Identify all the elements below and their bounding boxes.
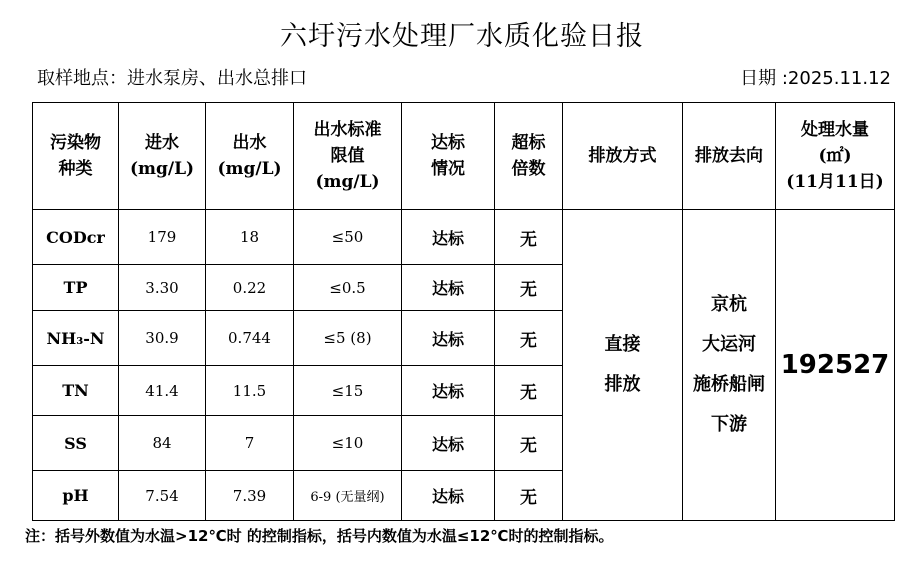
exceed-value: 无	[495, 265, 563, 311]
inflow-value: 41.4	[119, 366, 206, 416]
header-method: 排放方式	[563, 103, 683, 210]
compliance-status: 达标	[402, 471, 495, 521]
discharge-destination: 京杭 大运河 施桥船闸 下游	[683, 210, 776, 521]
treated-volume: 192527	[776, 210, 895, 521]
compliance-status: 达标	[402, 311, 495, 366]
outflow-value: 11.5	[206, 366, 294, 416]
exceed-value: 无	[495, 366, 563, 416]
inflow-value: 179	[119, 210, 206, 265]
limit-value: ≤15	[294, 366, 402, 416]
compliance-status: 达标	[402, 210, 495, 265]
header-outflow: 出水 (mg/L)	[206, 103, 294, 210]
exceed-value: 无	[495, 210, 563, 265]
header-destination: 排放去向	[683, 103, 776, 210]
outflow-value: 0.744	[206, 311, 294, 366]
sampling-location: 取样地点：进水泵房、出水总排口	[37, 68, 307, 89]
compliance-status: 达标	[402, 366, 495, 416]
header-exceed: 超标 倍数	[495, 103, 563, 210]
header-inflow: 进水 (mg/L)	[119, 103, 206, 210]
table-row	[33, 210, 895, 265]
footnote: 注：括号外数值为水温>12℃时 的控制指标，括号内数值为水温≤12℃时的控制指标。	[25, 527, 614, 545]
pollutant-name: TN	[33, 366, 119, 416]
outflow-value: 18	[206, 210, 294, 265]
outflow-value: 7	[206, 416, 294, 471]
limit-value: ≤50	[294, 210, 402, 265]
pollutant-name: NH₃-N	[33, 311, 119, 366]
discharge-method: 直接 排放	[563, 210, 683, 521]
pollutant-name: TP	[33, 265, 119, 311]
header-pollutant: 污染物 种类	[33, 103, 119, 210]
pollutant-name: pH	[33, 471, 119, 521]
pollutant-name: CODcr	[33, 210, 119, 265]
compliance-status: 达标	[402, 265, 495, 311]
limit-value: ≤10	[294, 416, 402, 471]
inflow-value: 84	[119, 416, 206, 471]
exceed-value: 无	[495, 311, 563, 366]
pollutant-name: SS	[33, 416, 119, 471]
outflow-value: 7.39	[206, 471, 294, 521]
water-quality-table	[32, 102, 895, 521]
report-title: 六圩污水处理厂水质化验日报	[280, 21, 644, 52]
exceed-value: 无	[495, 471, 563, 521]
report-date: 日期 :2025.11.12	[740, 68, 891, 89]
inflow-value: 7.54	[119, 471, 206, 521]
header-volume: 处理水量 (㎡) (11月11日)	[776, 103, 895, 210]
limit-value: ≤5 (8)	[294, 311, 402, 366]
compliance-status: 达标	[402, 416, 495, 471]
exceed-value: 无	[495, 416, 563, 471]
inflow-value: 3.30	[119, 265, 206, 311]
outflow-value: 0.22	[206, 265, 294, 311]
header-row	[33, 103, 895, 210]
limit-value: 6-9 (无量纲)	[294, 471, 402, 521]
limit-value: ≤0.5	[294, 265, 402, 311]
header-limit: 出水标准 限值 (mg/L)	[294, 103, 402, 210]
header-compliance: 达标 情况	[402, 103, 495, 210]
inflow-value: 30.9	[119, 311, 206, 366]
